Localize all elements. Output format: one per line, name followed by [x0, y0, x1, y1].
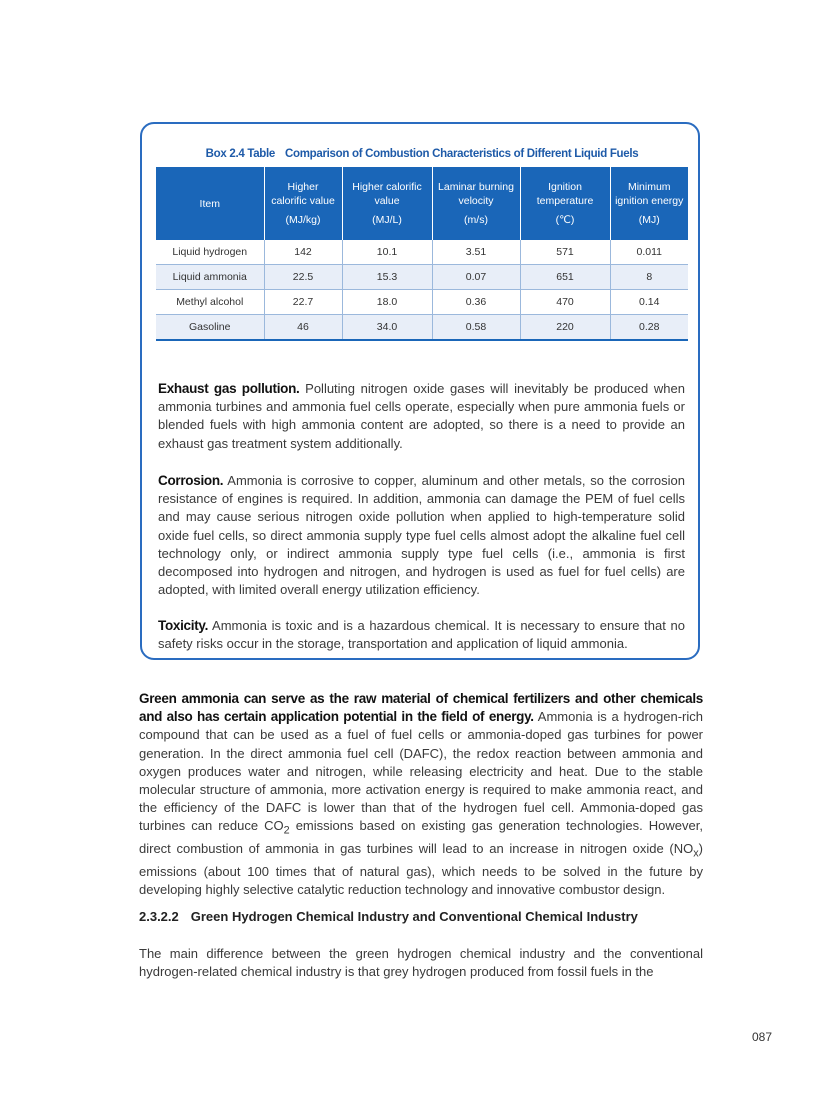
section-heading	[139, 909, 638, 924]
table-header-label: Higher calorific value	[352, 181, 422, 207]
table-cell: 220	[520, 315, 610, 341]
table-label: Box 2.4 Table	[205, 148, 276, 160]
table-header-unit: (MJ/kg)	[285, 214, 321, 226]
green-ammonia-lead: Green ammonia can serve as the raw material of chemical fertilizers and other chemicals and also has certain application potential in the field of energy.	[139, 691, 703, 725]
table-row	[156, 265, 688, 290]
table-header-row	[156, 167, 688, 240]
table-cell: 3.51	[432, 240, 520, 265]
table-cell: 142	[264, 240, 342, 265]
table-header-cell	[520, 167, 610, 240]
green-ammonia-paragraph	[139, 690, 703, 899]
table-header-label: Item	[199, 197, 220, 210]
table-cell: 46	[264, 315, 342, 341]
table-cell: 15.3	[342, 265, 432, 290]
table-header-unit: (℃)	[555, 214, 575, 226]
exhaust-lead: Exhaust gas pollution.	[158, 381, 300, 396]
table-row	[156, 315, 688, 341]
table-title: Comparison of Combustion Characteristics of Different Liquid Fuels	[285, 148, 639, 160]
table-header-cell	[156, 167, 264, 240]
table-header-cell	[264, 167, 342, 240]
table-header-cell	[610, 167, 688, 240]
table-row-label: Methyl alcohol	[156, 290, 264, 315]
table-cell: 22.5	[264, 265, 342, 290]
green-ammonia-text-c: ) emissions (about 100 times that of natural gas), which needs to be solved in the future by developing highly selective catalytic reduction technology and innovative combustor design.	[139, 841, 703, 898]
toxicity-text: Ammonia is toxic and is a hazardous chemical. It is necessary to ensure that no safety risks occur in the storage, transportation and application of liquid ammonia.	[158, 618, 685, 652]
toxicity-lead: Toxicity.	[158, 618, 209, 633]
green-ammonia-text-a: Ammonia is a hydrogen-rich compound that can be used as a fuel of fuel cells or ammonia-doped gas turbines for power generation. In the direct ammonia fuel cell (DAFC), the redox reaction between ammonia and oxygen produces water and nitrogen, while releasing electricity and heat. Due to the stable molecular structure of ammonia, more activation energy is required to make ammonia react, and the efficiency of the DAFC is lower than that of the hydrogen fuel cell. Ammonia-doped gas turbines can reduce CO	[139, 709, 703, 834]
table-header-unit: (MJ/L)	[372, 214, 402, 226]
table-cell: 0.07	[432, 265, 520, 290]
table-header-unit: (m/s)	[464, 214, 488, 226]
table-cell: 18.0	[342, 290, 432, 315]
co2-subscript: 2	[283, 825, 290, 838]
intro-paragraph	[139, 945, 703, 981]
table-cell: 34.0	[342, 315, 432, 341]
toxicity-paragraph	[158, 617, 685, 653]
table-cell: 0.36	[432, 290, 520, 315]
page-number: 087	[752, 1030, 773, 1044]
corrosion-paragraph	[158, 472, 685, 599]
table-row-label: Liquid ammonia	[156, 265, 264, 290]
nox-subscript: x	[693, 847, 699, 860]
table-cell: 0.14	[610, 290, 688, 315]
table-header-label: Laminar burning velocity	[438, 181, 514, 207]
table-header-label: Higher calorific value	[271, 181, 335, 207]
table-cell: 0.28	[610, 315, 688, 341]
corrosion-text: Ammonia is corrosive to copper, aluminum and other metals, so the corrosion resistance of engines is required. In addition, ammonia can damage the PEM of fuel cells and may cause serious nitrogen oxide pollution when applied to high-temperature solid oxide fuel cells, so direct ammonia supply type fuel cells almost adopt the alkaline fuel cell technology only, or indirect ammonia supply type fuel cells (i.e., ammonia is first decomposed into hydrogen and nitrogen, and hydrogen is used as fuel for fuel cells) are adopted, with limited overall energy utilization efficiency.	[158, 473, 685, 598]
exhaust-text: Polluting nitrogen oxide gases will inevitably be produced when ammonia turbines and ammonia fuel cells operate, especially when pure ammonia fuels or blended fuels with high ammonia content are adopted, so there is a need to provide an exhaust gas treatment system additionally.	[158, 381, 685, 451]
table-caption	[156, 148, 688, 160]
table-header-label: Ignition temperature	[536, 181, 594, 207]
table-header-cell	[432, 167, 520, 240]
table-cell: 8	[610, 265, 688, 290]
table-cell: 10.1	[342, 240, 432, 265]
table-row-label: Gasoline	[156, 315, 264, 341]
table-body	[156, 240, 688, 340]
table-cell: 470	[520, 290, 610, 315]
table-row	[156, 290, 688, 315]
fuel-comparison-table	[156, 167, 688, 341]
section-number: 2.3.2.2	[139, 909, 179, 924]
section-title: Green Hydrogen Chemical Industry and Conventional Chemical Industry	[190, 909, 638, 924]
table-header-cell	[342, 167, 432, 240]
table-cell: 22.7	[264, 290, 342, 315]
table-header-unit: (MJ)	[638, 214, 660, 226]
exhaust-paragraph	[158, 380, 685, 453]
table-cell: 651	[520, 265, 610, 290]
table-header-label: Minimum ignition energy	[615, 181, 684, 207]
corrosion-lead: Corrosion.	[158, 473, 224, 488]
table-cell: 0.011	[610, 240, 688, 265]
table-cell: 0.58	[432, 315, 520, 341]
intro-text: The main difference between the green hydrogen chemical industry and the conventional hydrogen-related chemical industry is that grey hydrogen produced from fossil fuels in the	[139, 946, 703, 980]
table-row-label: Liquid hydrogen	[156, 240, 264, 265]
green-ammonia-text-b: emissions based on existing gas generation technologies. However, direct combustion of ammonia in gas turbines will lead to an increase in nitrogen oxide (NO	[139, 818, 703, 857]
table-cell: 571	[520, 240, 610, 265]
table-row	[156, 240, 688, 265]
